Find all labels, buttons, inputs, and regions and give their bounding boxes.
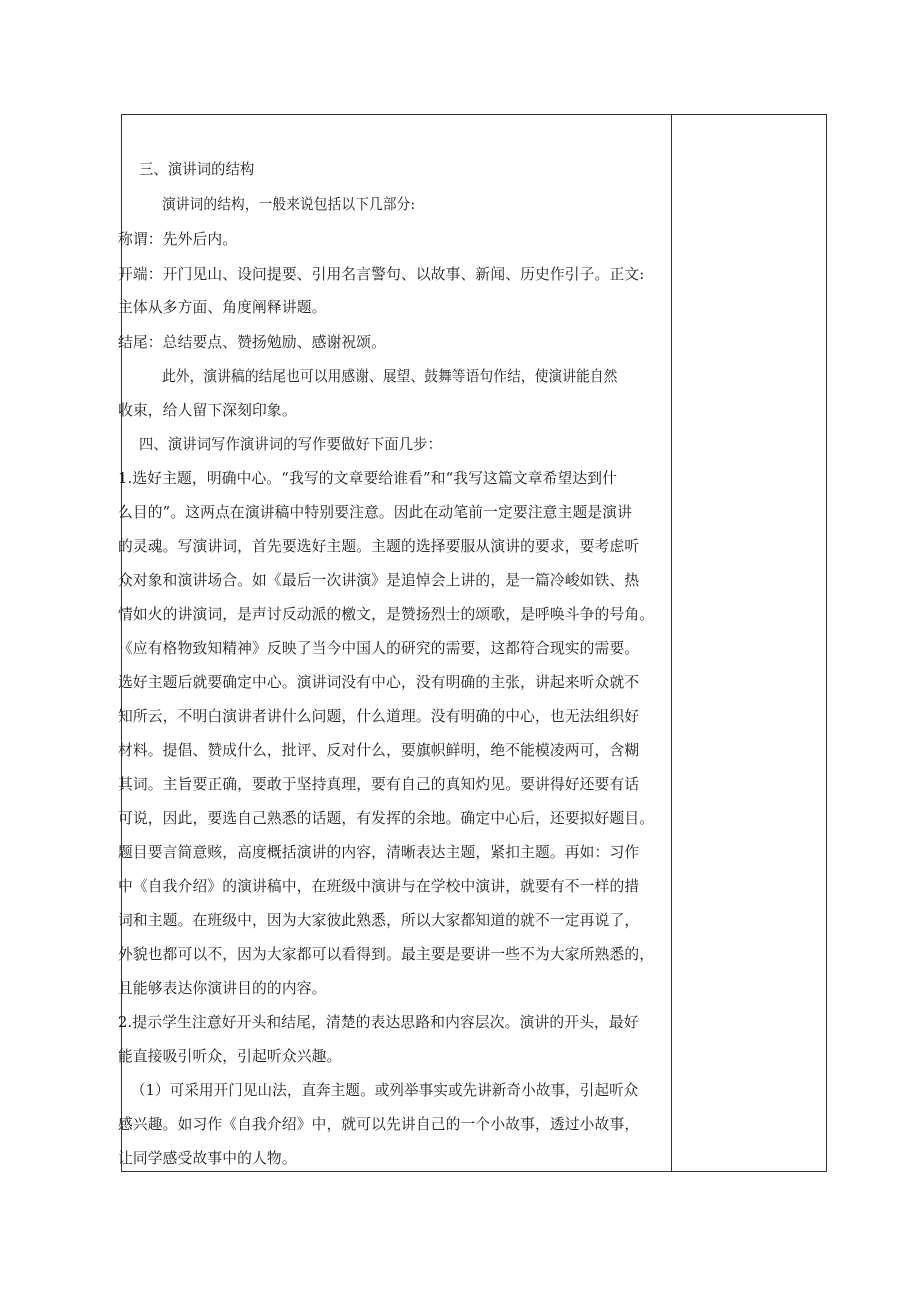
paragraph-line: 开端：开门见山、设问提要、引用名言警句、以故事、新闻、历史作引子。正文: — [118, 266, 645, 283]
paragraph-line: 主体从多方面、角度阐释讲题。 — [118, 299, 327, 316]
paragraph-line: （1）可采用开门见山法，直奔主题。或列举事实或先讲新奇小故事，引起听众 — [131, 1082, 639, 1099]
paragraph-line: 外貌也都可以不，因为大家都可以看得到。最主要是要讲一些不为大家所熟悉的， — [118, 946, 655, 963]
paragraph-line: 其词。主旨要正确，要敢于坚持真理，要有自己的真知灼见。要讲得好还要有话 — [118, 776, 640, 793]
paragraph-line: 知所云，不明白演讲者讲什么问题，什么道理。没有明确的中心，也无法组织好 — [118, 708, 640, 725]
paragraph-line: 材料。提倡、赞成什么，批评、反对什么，要旗帜鲜明，绝不能模凌两可，含糊 — [118, 742, 640, 759]
paragraph-line: 且能够表达你演讲目的的内容。 — [118, 980, 327, 997]
paragraph-line: 众对象和演讲场合。如《最后一次讲演》是追悼会上讲的，是一篇冷峻如铁、热 — [118, 572, 640, 589]
paragraph-line: 让同学感受故事中的人物。 — [118, 1150, 297, 1167]
paragraph-line: 收束，给人留下深刻印象。 — [118, 402, 297, 419]
content-cell — [118, 115, 671, 1171]
paragraph-line: 能直接吸引听众，引起听众兴趣。 — [118, 1048, 342, 1065]
section-heading-writing: 四、演讲词写作演讲词的写作要做好下面几步： — [139, 436, 443, 453]
paragraph-line: 题目要言简意赅，高度概括演讲的内容，清晰表达主题，紧扣主题。再如：习作 — [118, 844, 640, 861]
paragraph-line: 此外，演讲稿的结尾也可以用感谢、展望、鼓舞等语句作结，使演讲能自然 — [162, 368, 618, 385]
paragraph-line: 演讲词的结构，一般来说包括以下几部分: — [162, 196, 416, 213]
paragraph-line: 《应有格物致知精神》反映了当今中国人的研究的需要，这都符合现实的需要。 — [118, 640, 640, 657]
paragraph-line: 2.提示学生注意好开头和结尾，清楚的表达思路和内容层次。演讲的开头，最好 — [118, 1014, 639, 1031]
paragraph-line: 情如火的讲演词，是声讨反动派的檄文，是赞扬烈士的颂歌，是呼唤斗争的号角。 — [118, 606, 655, 623]
paragraph-line: 词和主题。在班级中，因为大家彼此熟悉，所以大家都知道的就不一定再说了， — [118, 912, 640, 929]
paragraph-line: 1.选好主题，明确中心。“我写的文章要给谁看”和“我写这篇文章希望达到什 — [118, 470, 618, 487]
paragraph-line: 可说，因此，要选自己熟悉的话题，有发挥的余地。确定中心后，还要拟好题目。 — [118, 810, 655, 827]
paragraph-line: 选好主题后就要确定中心。演讲词没有中心，没有明确的主张，讲起来听众就不 — [118, 674, 640, 691]
section-heading-structure: 三、演讲词的结构 — [139, 161, 255, 178]
paragraph-line: 的灵魂。写演讲词，首先要选好主题。主题的选择要服从演讲的要求，要考虑听 — [118, 538, 640, 555]
paragraph-line: 中《自我介绍》的演讲稿中，在班级中演讲与在学校中演讲，就要有不一样的措 — [118, 878, 640, 895]
paragraph-line: 称谓：先外后内。 — [118, 231, 238, 248]
notes-cell — [672, 115, 826, 1171]
paragraph-line: 么目的”。这两点在演讲稿中特别要注意。因此在动笔前一定要注意主题是演讲 — [118, 504, 633, 521]
lesson-table — [118, 114, 827, 1172]
paragraph-line: 感兴趣。如习作《自我介绍》中，就可以先讲自己的一个小故事，透过小故事， — [118, 1116, 640, 1133]
paragraph-line: 结尾：总结要点、赞扬勉励、感谢祝颂。 — [118, 334, 387, 351]
